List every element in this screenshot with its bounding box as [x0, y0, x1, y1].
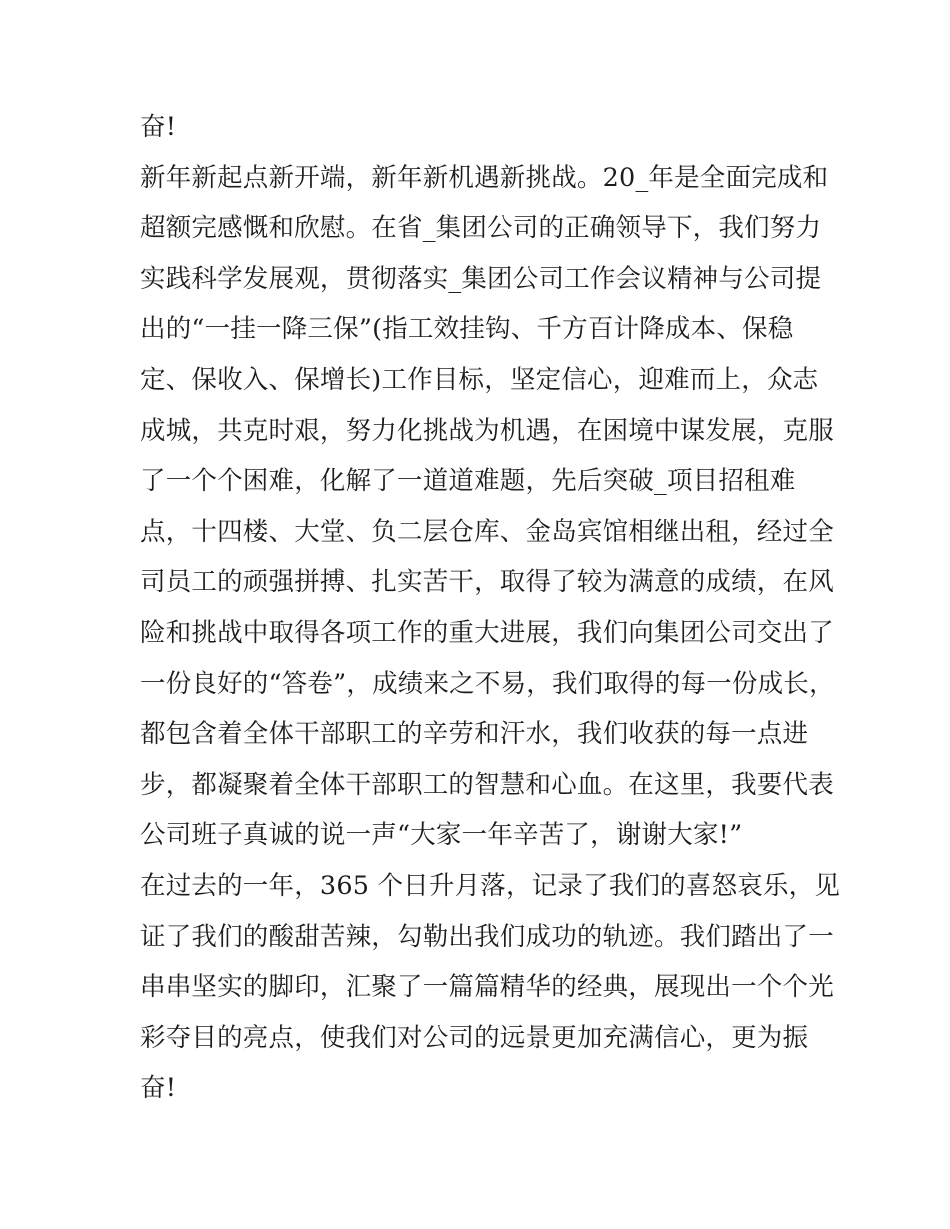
- document-text-block: [140, 102, 841, 1114]
- text-line: 串串坚实的脚印，汇聚了一篇篇精华的经典，展现出一个个光: [140, 972, 834, 1003]
- text-line: 定、保收入、保增长)工作目标，坚定信心，迎难而上，众志: [140, 364, 819, 395]
- text-line: 一份良好的“答卷”，成绩来之不易，我们取得的每一份成长，: [140, 668, 835, 699]
- text-line: 公司班子真诚的说一声“大家一年辛苦了，谢谢大家!”: [140, 820, 743, 851]
- text-line: 证了我们的酸甜苦辣，勾勒出我们成功的轨迹。我们踏出了一: [140, 921, 834, 952]
- text-line: 奋!: [140, 112, 177, 142]
- text-line: 出的“一挂一降三保”(指工效挂钩、千方百计降成本、保稳: [140, 314, 794, 345]
- text-line: 司员工的顽强拼搏、扎实苦干，取得了较为满意的成绩，在风: [140, 567, 834, 598]
- text-line: 新年新起点新开端，新年新机遇新挑战。20_年是全面完成和: [140, 162, 829, 193]
- text-line: 步，都凝聚着全体干部职工的智慧和心血。在这里，我要代表: [140, 769, 834, 800]
- text-line: 奋!: [140, 1073, 177, 1104]
- text-line: 实践科学发展观，贯彻落实_集团公司工作会议精神与公司提: [140, 263, 822, 294]
- text-line: 点，十四楼、大堂、负二层仓库、金岛宾馆相继出租，经过全: [140, 516, 834, 547]
- text-line: 都包含着全体干部职工的辛劳和汗水，我们收获的每一点进: [140, 719, 809, 750]
- text-line: 彩夺目的亮点，使我们对公司的远景更加充满信心，更为振: [140, 1022, 809, 1053]
- text-line: 险和挑战中取得各项工作的重大进展，我们向集团公司交出了: [140, 617, 834, 648]
- text-line: 在过去的一年，365 个日升月落，记录了我们的喜怒哀乐，见: [140, 870, 841, 901]
- text-line: 超额完感慨和欣慰。在省_集团公司的正确领导下，我们努力: [140, 213, 822, 244]
- text-line: 了一个个困难，化解了一道道难题，先后突破_项目招租难: [140, 466, 796, 497]
- text-line: 成城，共克时艰，努力化挑战为机遇，在困境中谋发展，克服: [140, 415, 834, 446]
